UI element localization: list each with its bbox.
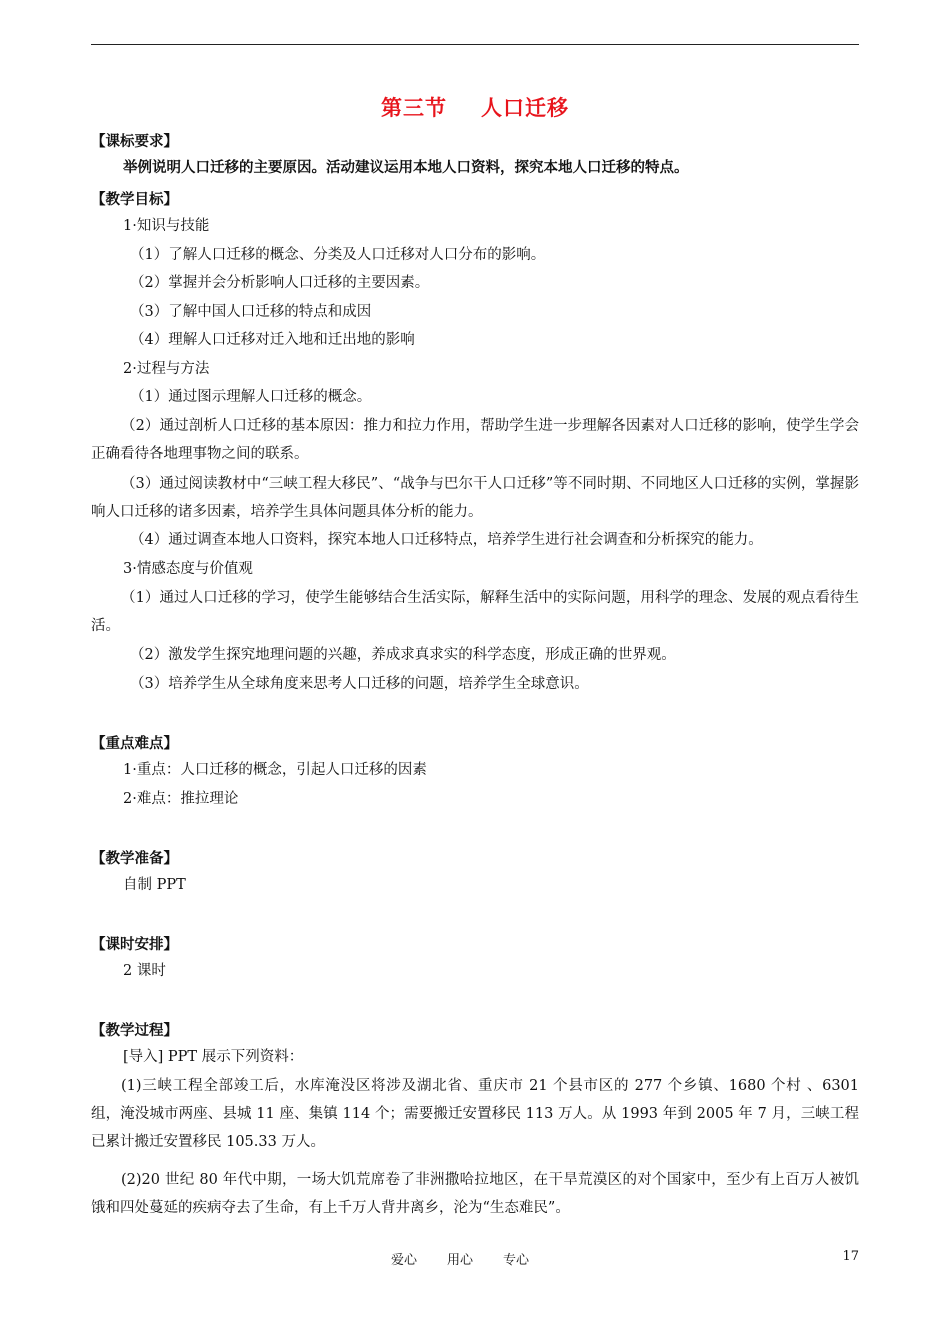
page-number: 17 bbox=[842, 1249, 859, 1264]
goal-knowledge-3: （3）了解中国人口迁移的特点和成因 bbox=[130, 304, 372, 320]
goal-heading-attitude: 3·情感态度与价值观 bbox=[123, 561, 253, 577]
process-material-1: (1)三峡工程全部竣工后，水库淹没区将涉及湖北省、重庆市 21 个县市区的 277 个乡镇、1680 个村 、6301 组，淹没城市两座、县城 11 座、集镇 114 个；需要搬迁安置移民 113 万人。从 1993 年到 2005 年 7 月，三峡工程已累计搬迁安置移民 105.33 万人。 bbox=[91, 1078, 859, 1150]
goal-attitude-1: （1）通过人口迁移的学习，使学生能够结合生活实际，解释生活中的实际问题，用科学的理念、发展的观点看待生活。 bbox=[91, 590, 859, 634]
page-title bbox=[0, 92, 950, 122]
preparation-text: 自制 PPT bbox=[123, 877, 186, 893]
section-heading-process: 【教学过程】 bbox=[91, 1023, 178, 1039]
footer-text-1: 爱心 bbox=[391, 1253, 418, 1268]
section-heading-keypoints: 【重点难点】 bbox=[91, 736, 178, 752]
process-intro: [导入] PPT 展示下列资料： bbox=[123, 1049, 304, 1065]
section-heading-curriculum: 【课标要求】 bbox=[91, 134, 178, 150]
section-heading-schedule: 【课时安排】 bbox=[91, 937, 178, 953]
header-rule bbox=[91, 44, 859, 45]
goal-process-4: （4）通过调查本地人口资料，探究本地人口迁移特点，培养学生进行社会调查和分析探究的能力。 bbox=[130, 532, 763, 548]
keypoint-2: 2·难点：推拉理论 bbox=[123, 791, 239, 807]
goal-attitude-3: （3）培养学生从全球角度来思考人口迁移的问题，培养学生全球意识。 bbox=[130, 676, 589, 692]
title-topic: 人口迁移 bbox=[481, 96, 569, 120]
title-section-number: 第三节 bbox=[381, 96, 447, 120]
footer-text-3: 专心 bbox=[503, 1253, 530, 1268]
schedule-text: 2 课时 bbox=[123, 963, 166, 979]
goal-heading-knowledge: 1·知识与技能 bbox=[123, 218, 210, 234]
process-material-2: (2)20 世纪 80 年代中期，一场大饥荒席卷了非洲撒哈拉地区，在干旱荒漠区的对个国家中，至少有上百万人被饥饿和四处蔓延的疾病夺去了生命，有上千万人背井离乡，沦为“生态难民”。 bbox=[91, 1172, 859, 1216]
goal-attitude-2: （2）激发学生探究地理问题的兴趣，养成求真求实的科学态度，形成正确的世界观。 bbox=[130, 647, 676, 663]
footer-text-2: 用心 bbox=[447, 1253, 474, 1268]
goal-knowledge-1: （1）了解人口迁移的概念、分类及人口迁移对人口分布的影响。 bbox=[130, 247, 546, 263]
goal-heading-process: 2·过程与方法 bbox=[123, 361, 210, 377]
section-heading-goals: 【教学目标】 bbox=[91, 192, 178, 208]
keypoint-1: 1·重点：人口迁移的概念，引起人口迁移的因素 bbox=[123, 762, 427, 778]
section-heading-preparation: 【教学准备】 bbox=[91, 851, 178, 867]
goal-knowledge-4: （4）理解人口迁移对迁入地和迁出地的影响 bbox=[130, 332, 415, 348]
goal-knowledge-2: （2）掌握并会分析影响人口迁移的主要因素。 bbox=[130, 275, 430, 291]
goal-process-1: （1）通过图示理解人口迁移的概念。 bbox=[130, 389, 372, 405]
curriculum-text: 举例说明人口迁移的主要原因。活动建议运用本地人口资料，探究本地人口迁移的特点。 bbox=[123, 160, 689, 176]
goal-process-2: （2）通过剖析人口迁移的基本原因：推力和拉力作用，帮助学生进一步理解各因素对人口迁移的影响，使学生学会正确看待各地理事物之间的联系。 bbox=[91, 418, 859, 462]
goal-process-3: （3）通过阅读教材中“三峡工程大移民”、“战争与巴尔干人口迁移”等不同时期、不同地区人口迁移的实例，掌握影响人口迁移的诸多因素，培养学生具体问题具体分析的能力。 bbox=[91, 476, 859, 520]
